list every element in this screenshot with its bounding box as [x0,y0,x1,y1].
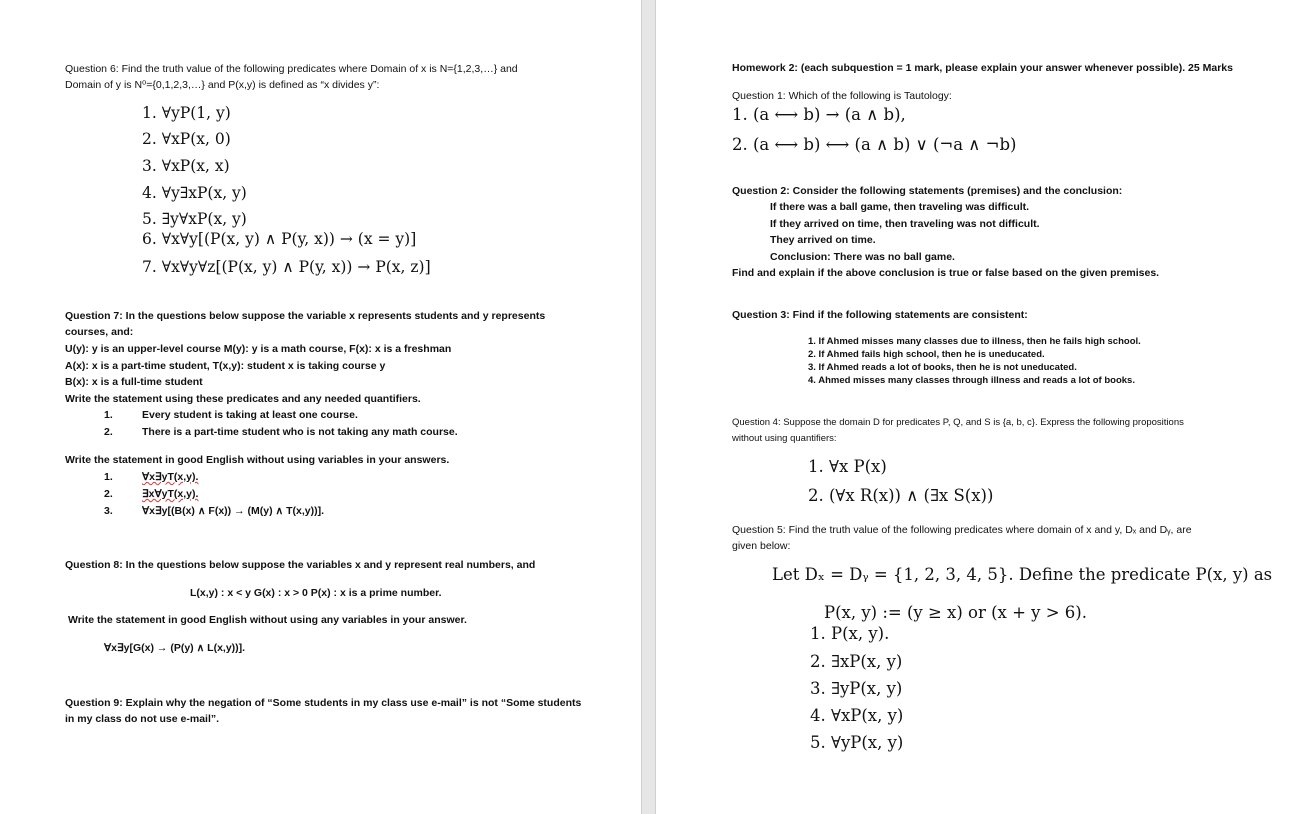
q3-title: Question 3: Find if the following statements are consistent: [732,309,1028,321]
q7a-text-1: Every student is taking at least one course. [142,409,358,421]
q2-premise-2: If they arrived on time, then traveling was not difficult. [770,218,1040,230]
q7b-num-2: 2. [104,488,113,500]
q2-title: Question 2: Consider the following statements (premises) and the conclusion: [732,185,1123,197]
q7-line1: Question 7: In the questions below suppose the variable x represents students and y represents [65,310,546,322]
q7-def1: U(y): y is an upper-level course M(y): y is a math course, F(x): x is a freshman [65,343,452,355]
q9-line2: in my class do not use e-mail”. [65,713,220,725]
q8-write: Write the statement in good English without using any variables in your answer. [68,614,467,626]
q2-conclusion: Conclusion: There was no ball game. [770,251,955,263]
q4-line2: without using quantifiers: [732,433,837,444]
q7b-num-3: 3. [104,505,113,517]
document-page-right [656,0,1292,814]
q2-premise-1: If there was a ball game, then traveling was difficult. [770,201,1030,213]
q7b-num-1: 1. [104,471,113,483]
q6-line2: Domain of y is N⁰={0,1,2,3,…} and P(x,y) is defined as “x divides y”: [65,79,380,91]
page-gutter [641,0,656,814]
q5-item-1: 1. P(x, y). [810,624,890,643]
q1-item-2: 2. (a ⟷ b) ⟷ (a ∧ b) ∨ (¬a ∧ ¬b) [732,135,1017,154]
q6-item-6: 6. ∀x∀y[(P(x, y) ∧ P(y, x)) → (x = y)] [142,230,417,248]
q5-line2: given below: [732,540,791,552]
q2-task: Find and explain if the above conclusion is true or false based on the given premises. [732,267,1160,279]
q5-item-2: 2. ∃xP(x, y) [810,652,903,671]
q6-item-5: 5. ∃y∀xP(x, y) [142,210,247,228]
q9-line1: Question 9: Explain why the negation of “Some students in my class use e-mail” is not “Some students [65,697,582,709]
q7a-text-2: There is a part-time student who is not taking any math course. [142,426,458,438]
q6-line1: Question 6: Find the truth value of the following predicates where Domain of x is N={1,2,3,…} and [65,63,518,75]
q7a-num-1: 1. [104,409,113,421]
q7-line2: courses, and: [65,326,134,338]
q8-defs: L(x,y) : x < y G(x) : x > 0 P(x) : x is a prime number. [190,587,442,599]
q7-def2: A(x): x is a part-time student, T(x,y): student x is taking course y [65,360,386,372]
homework-header: Homework 2: (each subquestion = 1 mark, please explain your answer whenever possible). 25 Marks [732,62,1233,74]
q7-write2: Write the statement in good English without using variables in your answers. [65,454,450,466]
q3-item-3: 3. If Ahmed reads a lot of books, then he is not uneducated. [808,362,1077,373]
q4-item-1: 1. ∀x P(x) [808,457,887,476]
q8-formula: ∀x∃y[G(x) → (P(y) ∧ L(x,y))]. [104,642,246,654]
q6-item-2: 2. ∀xP(x, 0) [142,130,231,148]
q7-def3: B(x): x is a full-time student [65,376,203,388]
q6-item-4: 4. ∀y∃xP(x, y) [142,184,247,202]
q4-line1: Question 4: Suppose the domain D for predicates P, Q, and S is {a, b, c}. Express the following propositions [732,417,1184,428]
q7a-num-2: 2. [104,426,113,438]
q6-item-1: 1. ∀yP(1, y) [142,104,231,122]
q1-title: Question 1: Which of the following is Tautology: [732,90,952,102]
q5-line1: Question 5: Find the truth value of the following predicates where domain of x and y, Dₓ and Dᵧ, are [732,524,1192,536]
q4-item-2: 2. (∀x R(x)) ∧ (∃x S(x)) [808,486,994,505]
q7b-text-2: ∃x∀yT(x,y). [142,488,199,500]
q7-write1: Write the statement using these predicates and any needed quantifiers. [65,393,421,405]
q5-item-5: 5. ∀yP(x, y) [810,733,904,752]
q3-item-4: 4. Ahmed misses many classes through illness and reads a lot of books. [808,375,1135,386]
q7b-text-1: ∀x∃yT(x,y). [142,471,199,483]
q1-item-1: 1. (a ⟷ b) → (a ∧ b), [732,105,906,124]
q3-item-2: 2. If Ahmed fails high school, then he is uneducated. [808,349,1045,360]
q5-item-3: 3. ∃yP(x, y) [810,679,903,698]
q8-line1: Question 8: In the questions below suppose the variables x and y represent real numbers, and [65,559,536,571]
q2-premise-3: They arrived on time. [770,234,876,246]
q6-item-3: 3. ∀xP(x, x) [142,157,230,175]
document-page-left [0,0,641,814]
q5-def-line: P(x, y) := (y ≥ x) or (x + y > 6). [824,603,1087,622]
q5-let-line: Let Dₓ = Dᵧ = {1, 2, 3, 4, 5}. Define the predicate P(x, y) as [772,565,1273,584]
q7b-text-3: ∀x∃y[(B(x) ∧ F(x)) → (M(y) ∧ T(x,y))]. [142,505,325,517]
q6-item-7: 7. ∀x∀y∀z[(P(x, y) ∧ P(y, x)) → P(x, z)] [142,258,431,276]
q3-item-1: 1. If Ahmed misses many classes due to illness, then he fails high school. [808,336,1141,347]
q5-item-4: 4. ∀xP(x, y) [810,706,904,725]
